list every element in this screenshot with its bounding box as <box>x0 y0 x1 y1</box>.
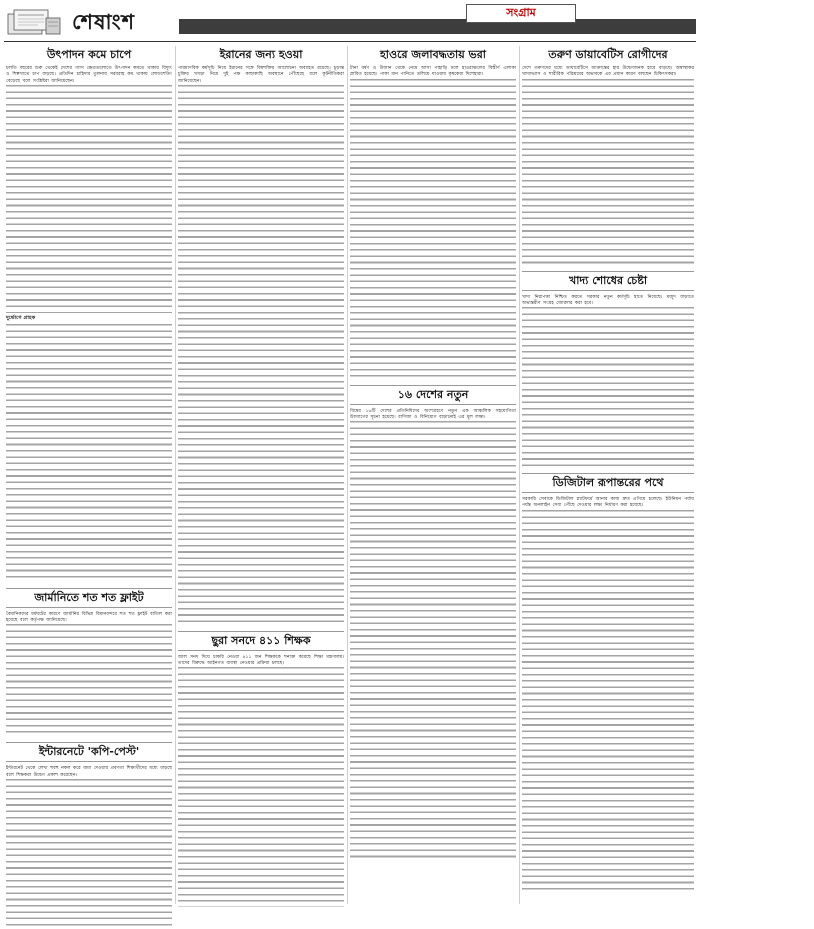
headline: ১৬ দেশের নতুন <box>350 385 516 405</box>
headline: ইন্টারনেটে 'কপি-পেস্ট' <box>6 742 172 762</box>
story-lead: জাল সনদ দিয়ে চাকরি নেওয়া ৪১১ জন শিক্ষককে শনাক্ত করেছে শিক্ষা মন্ত্রণালয়। তাদের বিরুদ্ধে আইনগত ব্যবস্থা নেওয়ার প্রক্রিয়া চলছে। <box>178 654 344 667</box>
headline: হাওরে জলাবদ্ধতায় ভরা <box>380 48 486 61</box>
section-title: শেষাংশ <box>72 9 136 34</box>
body-text-block <box>178 667 344 907</box>
body-text-block <box>350 421 516 861</box>
story-lead: ইন্টারনেট থেকে লেখা হুবহু নকল করে জমা দেওয়ার প্রবণতা শিক্ষার্থীদের মধ্যে বাড়ছে বলে শিক্ষকরা উদ্বেগ প্রকাশ করেছেন। <box>6 766 172 778</box>
column-divider <box>175 46 176 904</box>
story-teachers <box>178 631 344 908</box>
headline: ইরানের জন্য হওয়া <box>219 48 303 61</box>
story-lead: বৈমানিকদের ধর্মঘটের কারণে জার্মানির বিভিন্ন বিমানবন্দরে শত শত ফ্লাইট বাতিল করা হয়েছে বলে কর্তৃপক্ষ জানিয়েছে। <box>6 611 172 624</box>
subhead: দুর্ভোগে গ্রাহক <box>6 314 36 321</box>
story-lead: চলতি বছরের শুরু থেকেই দেশের গ্যাস ক্ষেত্রগুলোতে উৎপাদন কমতে থাকায় বিদ্যুৎ ও শিল্পখাতে চাপ বাড়ছে। প্রতিদিন চাহিদার তুলনায় সরবরাহ কম থাকায় লোডশেডিং বেড়েছে বলে সংশ্লিষ্টরা জানিয়েছেন। <box>6 66 172 84</box>
story-internet-copy-paste <box>6 742 172 929</box>
story-iran <box>178 48 344 625</box>
column-divider <box>347 46 348 904</box>
story-lead: বিশ্বের ১৬টি দেশের প্রতিনিধিদের অংশগ্রহণে নতুন এক আঞ্চলিক সহযোগিতা উদ্যোগের সূচনা হয়েছে। বাণিজ্য ও বিনিয়োগ বাড়ানোই এর মূল লক্ষ্য। <box>350 408 516 420</box>
masthead-band <box>179 19 814 47</box>
column-1 <box>6 46 172 904</box>
story-germany-flights <box>6 588 172 737</box>
headline: তরুণ ডায়াবেটিস রোগীদের <box>548 48 668 61</box>
story-lead: সরকারি সেবাকে ডিজিটাল প্ল্যাটফর্মে আনার কাজ দ্রুত এগিয়ে চলেছে। ইউনিয়ন পর্যায় পর্যন্ত অনলাইন সেবা পৌঁছে দেওয়ার লক্ষ্য নির্ধারণ করা হয়েছে। <box>522 497 694 509</box>
body-text-block <box>6 85 172 313</box>
story-lead: দেশে তরুণদের মধ্যে ডায়াবেটিসে আক্রান্তের হার উদ্বেগজনক হারে বাড়ছে। অস্বাস্থ্যকর খাদ্যাভ্যাস ও শারীরিক পরিশ্রমের অভাবকে এর প্রধান কারণ বলছেন চিকিৎসকরা। <box>522 66 694 78</box>
headline: খাদ্য শোধের চেষ্টা <box>522 271 694 291</box>
body-text-block <box>522 79 694 265</box>
story-digital <box>522 473 694 890</box>
body-text-block <box>350 79 516 379</box>
page-name: সাত <box>794 33 814 47</box>
column-divider <box>519 46 520 904</box>
story-food <box>522 271 694 468</box>
story-lead: খাদ্য নিরাপত্তা নিশ্চিত করতে সরকার নতুন কর্মসূচি হাতে নিয়েছে। মজুদ বাড়াতে অভ্যন্তরীণ সংগ্রহ জোরদার করা হবে। <box>522 294 694 306</box>
body-text-block <box>6 324 172 582</box>
headline: উৎপাদন কমে চাপে <box>46 48 132 61</box>
headline: ছুরা সনদে ৪১১ শিক্ষক <box>178 631 344 651</box>
body-text-block <box>6 624 172 736</box>
story-production-falls <box>6 48 172 582</box>
brand-logo: সংগ্রাম <box>466 4 576 23</box>
body-text-block <box>6 779 172 929</box>
story-haor <box>350 48 516 379</box>
story-lead: টানা বর্ষণ ও উজান থেকে নেমে আসা পাহাড়ি ঢলে হাওরাঞ্চলের বিস্তীর্ণ এলাকা প্লাবিত হয়েছে। পাকা ধান পানিতে তলিয়ে যাওয়ায় কৃষকেরা দিশেহারা। <box>350 66 516 78</box>
masthead-rule <box>4 41 696 42</box>
newspaper-stack-icon <box>4 4 64 38</box>
body-text-block <box>522 307 694 467</box>
headline: ডিজিটাল রূপান্তরের পথে <box>522 473 694 493</box>
story-lead: পারমাণবিক কর্মসূচি নিয়ে ইরানের সঙ্গে বিশ্বশক্তির আলোচনা অব্যাহত রয়েছে। চূড়ান্ত চুক্তির খসড়া নিয়ে দুই পক্ষ কাছাকাছি অবস্থানে পৌঁছেছে বলে কূটনীতিকরা জানিয়েছেন। <box>178 66 344 84</box>
column-2 <box>178 46 344 904</box>
body-text-block <box>522 510 694 890</box>
masthead <box>4 4 814 47</box>
story-sixteen-countries <box>350 385 516 862</box>
story-young-diabetes <box>522 48 694 265</box>
column-4 <box>522 46 694 904</box>
column-3 <box>350 46 516 904</box>
body-text-block <box>178 85 344 625</box>
headline: জার্মানিতে শত শত ফ্লাইট <box>6 588 172 608</box>
